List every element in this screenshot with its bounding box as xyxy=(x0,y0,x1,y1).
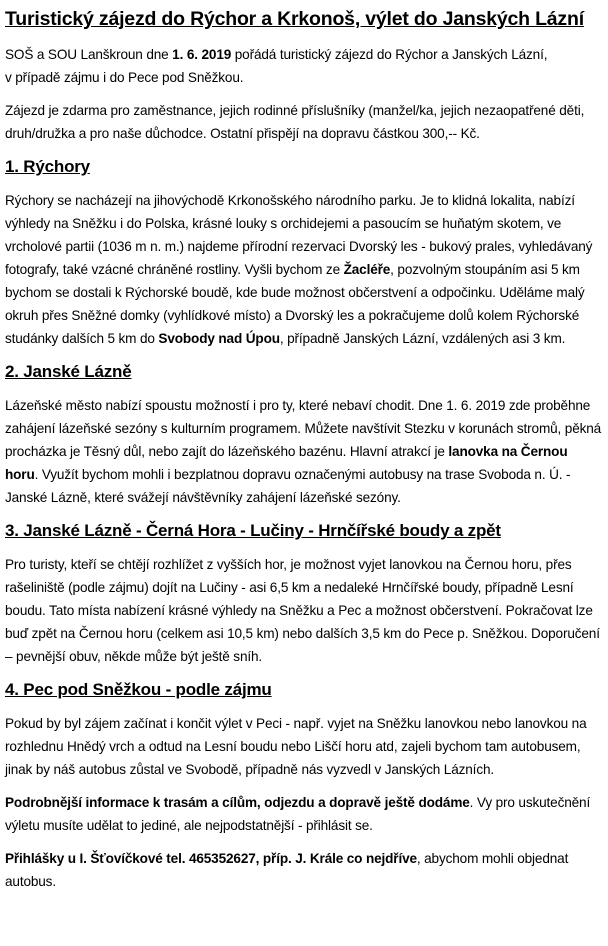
section-heading: 4. Pec pod Sněžkou - podle zájmu xyxy=(5,680,272,699)
section-janske-lazne xyxy=(5,360,604,509)
section-paragraph xyxy=(5,712,604,781)
section-rychory xyxy=(5,155,604,350)
text-run: Zájezd je zdarma pro zaměstnance, jejich rodinné příslušníky (manžel/ka, jejich nezaopatřené děti, druh/družka a pro naše důchodce. Ostatní přispějí na dopravu částkou 300,-- Kč. xyxy=(5,103,585,141)
text-run: . Vy pro uskutečnění výletu musíte udělat to jediné, ale nejpodstatnější - přihlásit se. xyxy=(5,795,591,833)
intro-paragraph-1 xyxy=(5,43,604,89)
text-run: v případě zájmu i do Pece pod Sněžkou. xyxy=(5,70,244,85)
text-run: , abychom mohli objednat autobus. xyxy=(5,851,569,889)
bold-text-run: Přihlášky u I. Šťovíčkové tel. 465352627, příp. J. Krále co nejdříve xyxy=(5,851,417,866)
closing-registration-paragraph xyxy=(5,847,604,893)
section-paragraph xyxy=(5,394,604,509)
text-run: pořádá turistický zájezd do Rýchor a Janských Lázní, xyxy=(231,47,548,62)
text-run: . Využít bychom mohli i bezplatnou dopravu označenými autobusy na trase Svoboda n. Ú. - Janské Lázně, které svážejí návštěvníky zahájení lázeňské sezóny. xyxy=(5,467,571,505)
section-heading: 3. Janské Lázně - Černá Hora - Lučiny - Hrnčířské boudy a zpět xyxy=(5,521,501,540)
bold-text-run: Žacléře xyxy=(343,262,391,277)
section-heading: 2. Janské Lázně xyxy=(5,362,132,381)
bold-text-run: 1. 6. 2019 xyxy=(172,47,232,62)
text-run: , pozvolným stoupáním asi 5 km bychom se dostali k Rýchorské boudě, kde bude možnost občerstvení a odpočinku. Uděláme malý okruh přes Sněžné domky (vyhlídkové místo) a Dvorský les a pokračujeme dolů kolem Rýchorské studánky dalších 5 km do xyxy=(5,262,585,346)
bold-text-run: Podrobnější informace k trasám a cílům, odjezdu a dopravě ještě dodáme xyxy=(5,795,470,810)
bold-text-run: Svobody nad Úpou xyxy=(158,331,280,346)
text-run: Lázeňské město nabízí spoustu možností i pro ty, které nebaví chodit. Dne 1. 6. 2019 zde proběhne zahájení lázeňské sezóny s kulturním programem. Můžete navštívit Stezku v korunách stromů, pěkná procházka je Těsný důl, nebo zajít do lázeňského bazénu. Hlavní atrakcí je xyxy=(5,398,602,459)
section-paragraph xyxy=(5,553,604,668)
section-cerna-hora-luciny xyxy=(5,519,604,668)
text-run: Rýchory se nacházejí na jihovýchodě Krkonošského národního parku. Je to klidná lokalita, nabízí výhledy na Sněžku i do Polska, krásné louky s orchidejemi a pasoucím se huňatým skotem, ve vrcholové partii (1036 m n. m.) najdeme přírodní rezervaci Dvorský les - bukový prales, vyhledávaný fotografy, také vzácné chráněné rostliny. Vyšli bychom ze xyxy=(5,193,593,277)
text-run: , případně Janských Lázní, vzdálených asi 3 km. xyxy=(279,331,566,346)
text-run: Pro turisty, kteří se chtějí rozhlížet z vyšších hor, je možnost vyjet lanovkou na Černou horu, přes rašeliniště (podle zájmu) dojít na Lučiny - asi 6,5 km a nedaleké Hrnčířské boudy, případně Lesní boudu. Tato místa nabízení krásné výhledy na Sněžku a Pec a možnost občerstvení. Pokračovat lze buď zpět na Černou horu (celkem asi 10,5 km) nebo dalších 3,5 km do Pece p. Sněžkou. Doporučení – pevnější obuv, někde může být ještě sníh. xyxy=(5,557,600,664)
section-pec-pod-snezkou xyxy=(5,678,604,781)
bold-text-run: lanovka na Černou horu xyxy=(5,444,568,482)
document-title: Turistický zájezd do Rýchor a Krkonoš, výlet do Janských Lázní xyxy=(5,8,584,30)
section-heading: 1. Rýchory xyxy=(5,157,90,176)
text-run: SOŠ a SOU Lanškroun dne xyxy=(5,47,173,62)
text-run: Pokud by byl zájem začínat i končit výlet v Peci - např. vyjet na Sněžku lanovkou nebo lanovkou na rozhlednu Hnědý vrch a odtud na Lesní boudu nebo Liščí horu atd, zajeli bychom tam autobusem, jinak by náš autobus zůstal ve Svobodě, případně nás vyzvedl v Janských Lázních. xyxy=(5,716,587,777)
closing-info-paragraph xyxy=(5,791,604,837)
intro-paragraph-2 xyxy=(5,99,604,145)
section-paragraph xyxy=(5,189,604,350)
